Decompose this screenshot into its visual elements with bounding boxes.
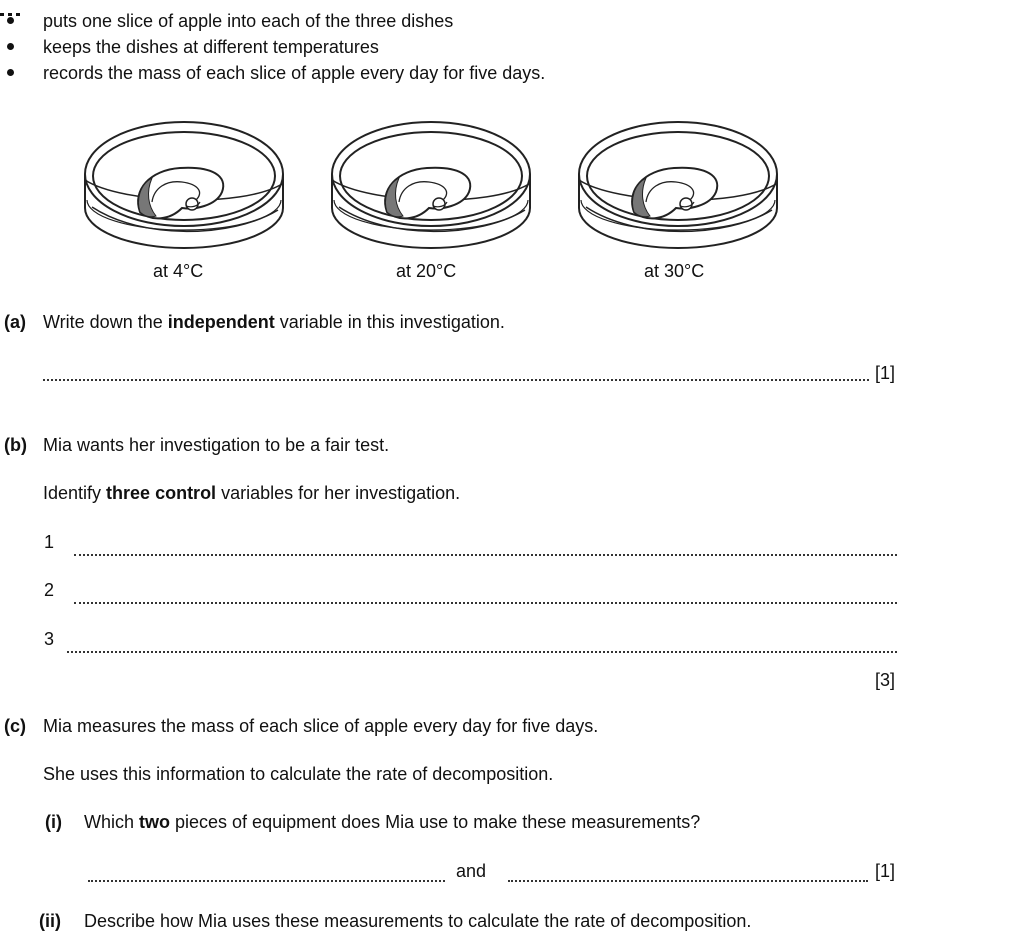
petri-dish-illustration-3	[576, 112, 780, 252]
marks-a: [1]	[875, 363, 896, 383]
bullet-text-1: puts one slice of apple into each of the three dishes	[43, 11, 454, 31]
question-a-text: Write down the independent variable in this investigation.	[43, 312, 505, 332]
question-c-i-text: Which two pieces of equipment does Mia use to make these measurements?	[84, 812, 701, 832]
question-b-text: Mia wants her investigation to be a fair test.	[43, 435, 390, 455]
question-c-ii-text: Describe how Mia uses these measurements to calculate the rate of decomposition.	[84, 911, 752, 931]
question-b-label: (b)	[4, 435, 27, 455]
dish-label-30c: at 30°C	[644, 261, 705, 281]
answer-line-b3[interactable]	[67, 651, 897, 653]
control-variable-number-1: 1	[44, 532, 55, 552]
petri-dish-illustration-2	[329, 112, 533, 252]
question-c-text-2: She uses this information to calculate the rate of decomposition.	[43, 764, 554, 784]
question-c-label: (c)	[4, 716, 26, 736]
bullet-text-3: records the mass of each slice of apple every day for five days.	[43, 63, 546, 83]
control-variable-number-2: 2	[44, 580, 55, 600]
question-c-ii-label: (ii)	[39, 911, 61, 931]
answer-line-b1[interactable]	[74, 554, 897, 556]
bullet-dot	[7, 17, 14, 24]
answer-line-c-i-second[interactable]	[508, 880, 868, 882]
answer-line-b2[interactable]	[74, 602, 897, 604]
dish-label-20c: at 20°C	[396, 261, 457, 281]
answer-line-a[interactable]	[43, 379, 869, 381]
bullet-dot	[7, 43, 14, 50]
bullet-dot	[7, 69, 14, 76]
question-c-text: Mia measures the mass of each slice of apple every day for five days.	[43, 716, 599, 736]
dish-label-4c: at 4°C	[153, 261, 204, 281]
and-text: and	[456, 861, 487, 881]
marks-b: [3]	[875, 670, 896, 690]
marks-c-i: [1]	[875, 861, 896, 881]
bullet-text-2: keeps the dishes at different temperatures	[43, 37, 379, 57]
cutoff-text-fragment	[0, 0, 34, 4]
question-b-subtext: Identify three control variables for her investigation.	[43, 483, 461, 503]
question-a-label: (a)	[4, 312, 26, 332]
question-c-i-label: (i)	[45, 812, 62, 832]
control-variable-number-3: 3	[44, 629, 55, 649]
petri-dish-illustration-1	[82, 112, 286, 252]
answer-line-c-i-first[interactable]	[88, 880, 445, 882]
